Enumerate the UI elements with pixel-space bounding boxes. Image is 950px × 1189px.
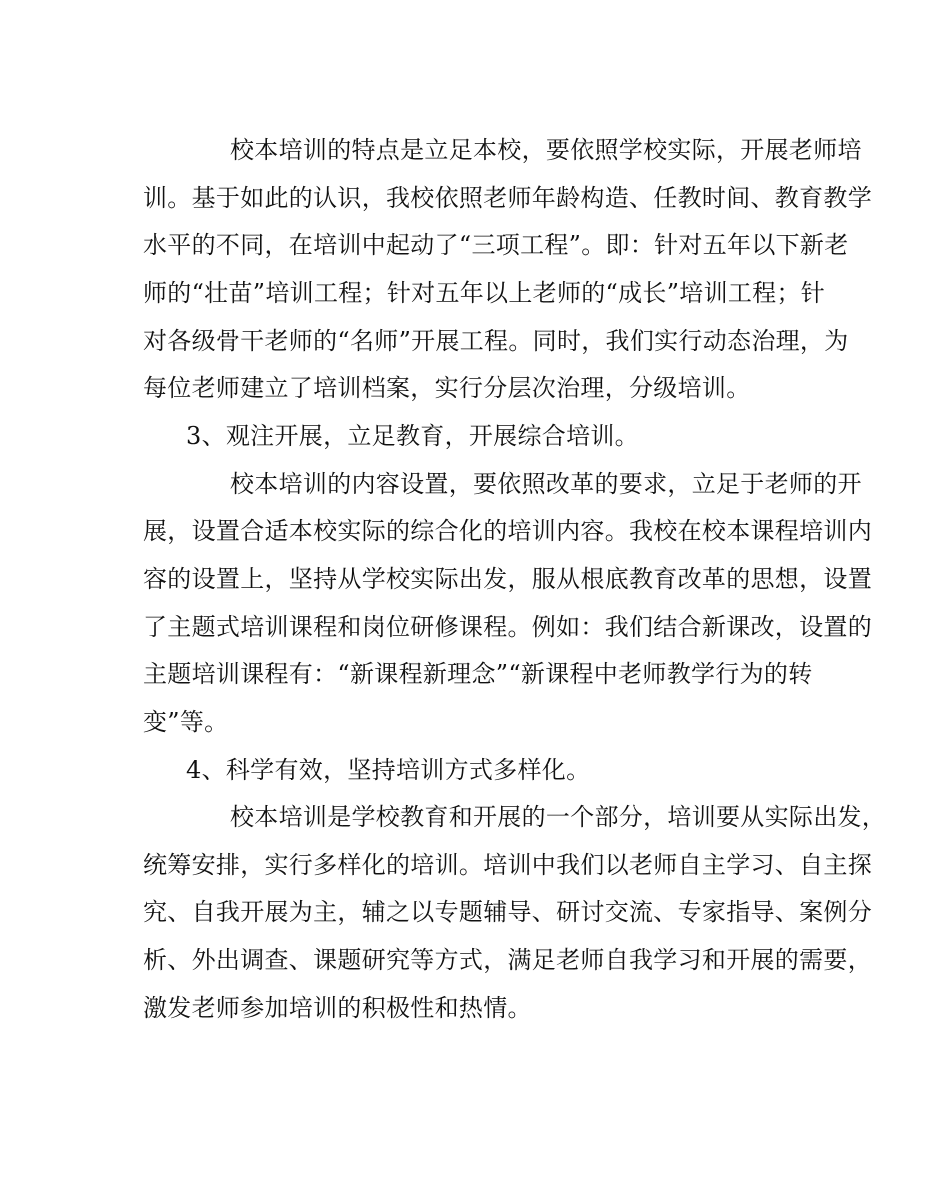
section-heading: 4、科学有效，坚持培训方式多样化。 (186, 756, 591, 784)
text-line: 校本培训是学校教育和开展的一个部分，培训要从实际出发， (230, 803, 887, 831)
text-line: 校本培训的特点是立足本校，要依照学校实际，开展老师培 (230, 136, 862, 164)
text-line: 容的设置上，坚持从学校实际出发，服从根底教育改革的思想，设置 (143, 565, 872, 593)
text-line: 校本培训的内容设置，要依照改革的要求，立足于老师的开 (230, 470, 862, 498)
text-line: 激发老师参加培训的积极性和热情。 (143, 994, 532, 1022)
text-line: 训。基于如此的认识，我校依照老师年龄构造、任教时间、教育教学 (143, 184, 872, 212)
text-line: 水平的不同，在培训中起动了“三项工程”。即：针对五年以下新老 (143, 231, 849, 259)
text-line: 主题培训课程有：“新课程新理念”“新课程中老师教学行为的转 (143, 660, 813, 688)
text-line: 师的“壮苗”培训工程；针对五年以上老师的“成长”培训工程；针 (143, 279, 826, 307)
text-line: 对各级骨干老师的“名师”开展工程。同时，我们实行动态治理，为 (143, 327, 849, 355)
text-line: 了主题式培训课程和岗位研修课程。例如：我们结合新课改，设置的 (143, 613, 872, 641)
text-line: 展，设置合适本校实际的综合化的培训内容。我校在校本课程培训内 (143, 517, 872, 545)
text-line: 变”等。 (143, 708, 229, 736)
text-line: 究、自我开展为主，辅之以专题辅导、研讨交流、专家指导、案例分 (143, 898, 872, 926)
text-line: 统筹安排，实行多样化的培训。培训中我们以老师自主学习、自主探 (143, 851, 872, 879)
section-heading: 3、观注开展，立足教育，开展综合培训。 (186, 422, 639, 450)
text-line: 每位老师建立了培训档案，实行分层次治理，分级培训。 (143, 374, 751, 402)
text-line: 析、外出调查、课题研究等方式，满足老师自我学习和开展的需要， (143, 946, 872, 974)
